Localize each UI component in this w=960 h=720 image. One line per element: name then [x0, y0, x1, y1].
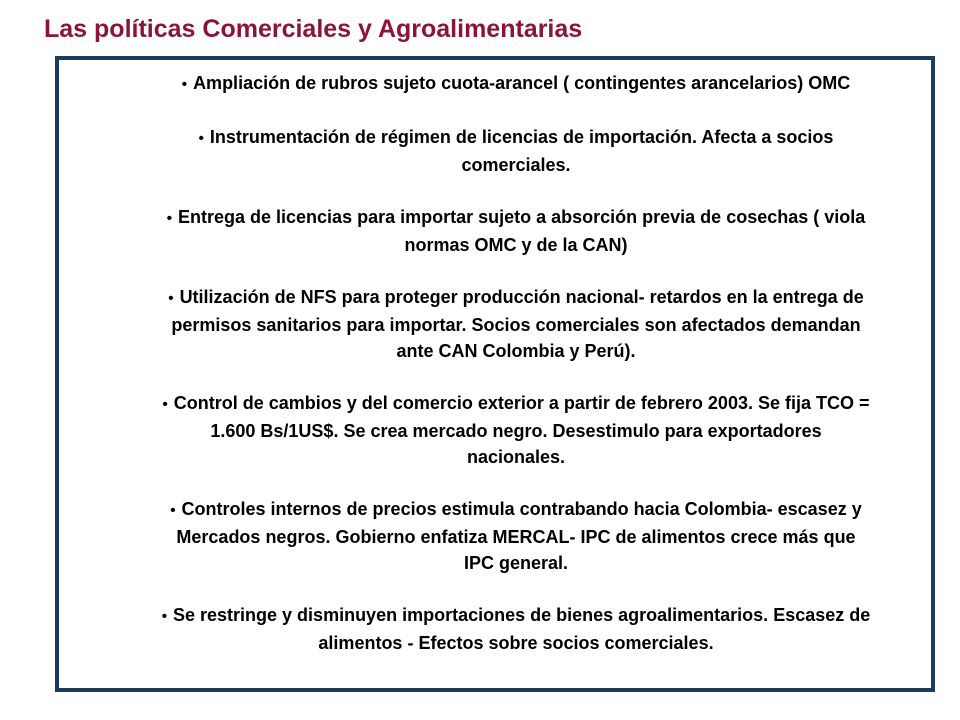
bullet-text: Ampliación de rubros sujeto cuota-arancel ( contingentes arancelarios) OMC	[193, 73, 851, 93]
bullet-text: Control de cambios y del comercio exterior a partir de febrero 2003. Se fija TCO = 1.600 Bs/1US$. Se crea mercado negro. Desestimulo para exportadores nacionales.	[173, 393, 870, 467]
bullet-item	[159, 284, 873, 364]
bullet-item	[159, 390, 873, 470]
bullet-icon: •	[198, 130, 204, 147]
bullet-list	[159, 70, 873, 656]
content-box	[55, 56, 935, 692]
bullet-item	[159, 204, 873, 258]
bullet-text: Entrega de licencias para importar sujeto a absorción previa de cosechas ( viola normas OMC y de la CAN)	[178, 207, 866, 255]
bullet-text: Instrumentación de régimen de licencias de importación. Afecta a socios comerciales.	[209, 127, 834, 175]
bullet-text: Controles internos de precios estimula contrabando hacia Colombia- escasez y Mercados negros. Gobierno enfatiza MERCAL- IPC de alimentos crece más que IPC general.	[176, 499, 862, 573]
bullet-icon: •	[181, 76, 188, 93]
bullet-icon: •	[168, 290, 174, 307]
bullet-item	[159, 496, 873, 576]
bullet-icon: •	[162, 396, 168, 413]
bullet-item	[159, 602, 873, 656]
bullet-icon: •	[161, 608, 167, 625]
bullet-item	[159, 124, 873, 178]
bullet-text: Utilización de NFS para proteger producción nacional- retardos en la entrega de permisos sanitarios para importar. Socios comerciales son afectados demandan ante CAN Colombia y Perú).	[171, 287, 864, 361]
slide-title: Las políticas Comerciales y Agroalimentarias	[44, 15, 583, 43]
bullet-icon: •	[170, 502, 176, 519]
bullet-text: Se restringe y disminuyen importaciones de bienes agroalimentarios. Escasez de alimentos - Efectos sobre socios comerciales.	[173, 605, 871, 653]
bullet-icon: •	[166, 210, 172, 227]
bullet-item	[159, 70, 873, 98]
